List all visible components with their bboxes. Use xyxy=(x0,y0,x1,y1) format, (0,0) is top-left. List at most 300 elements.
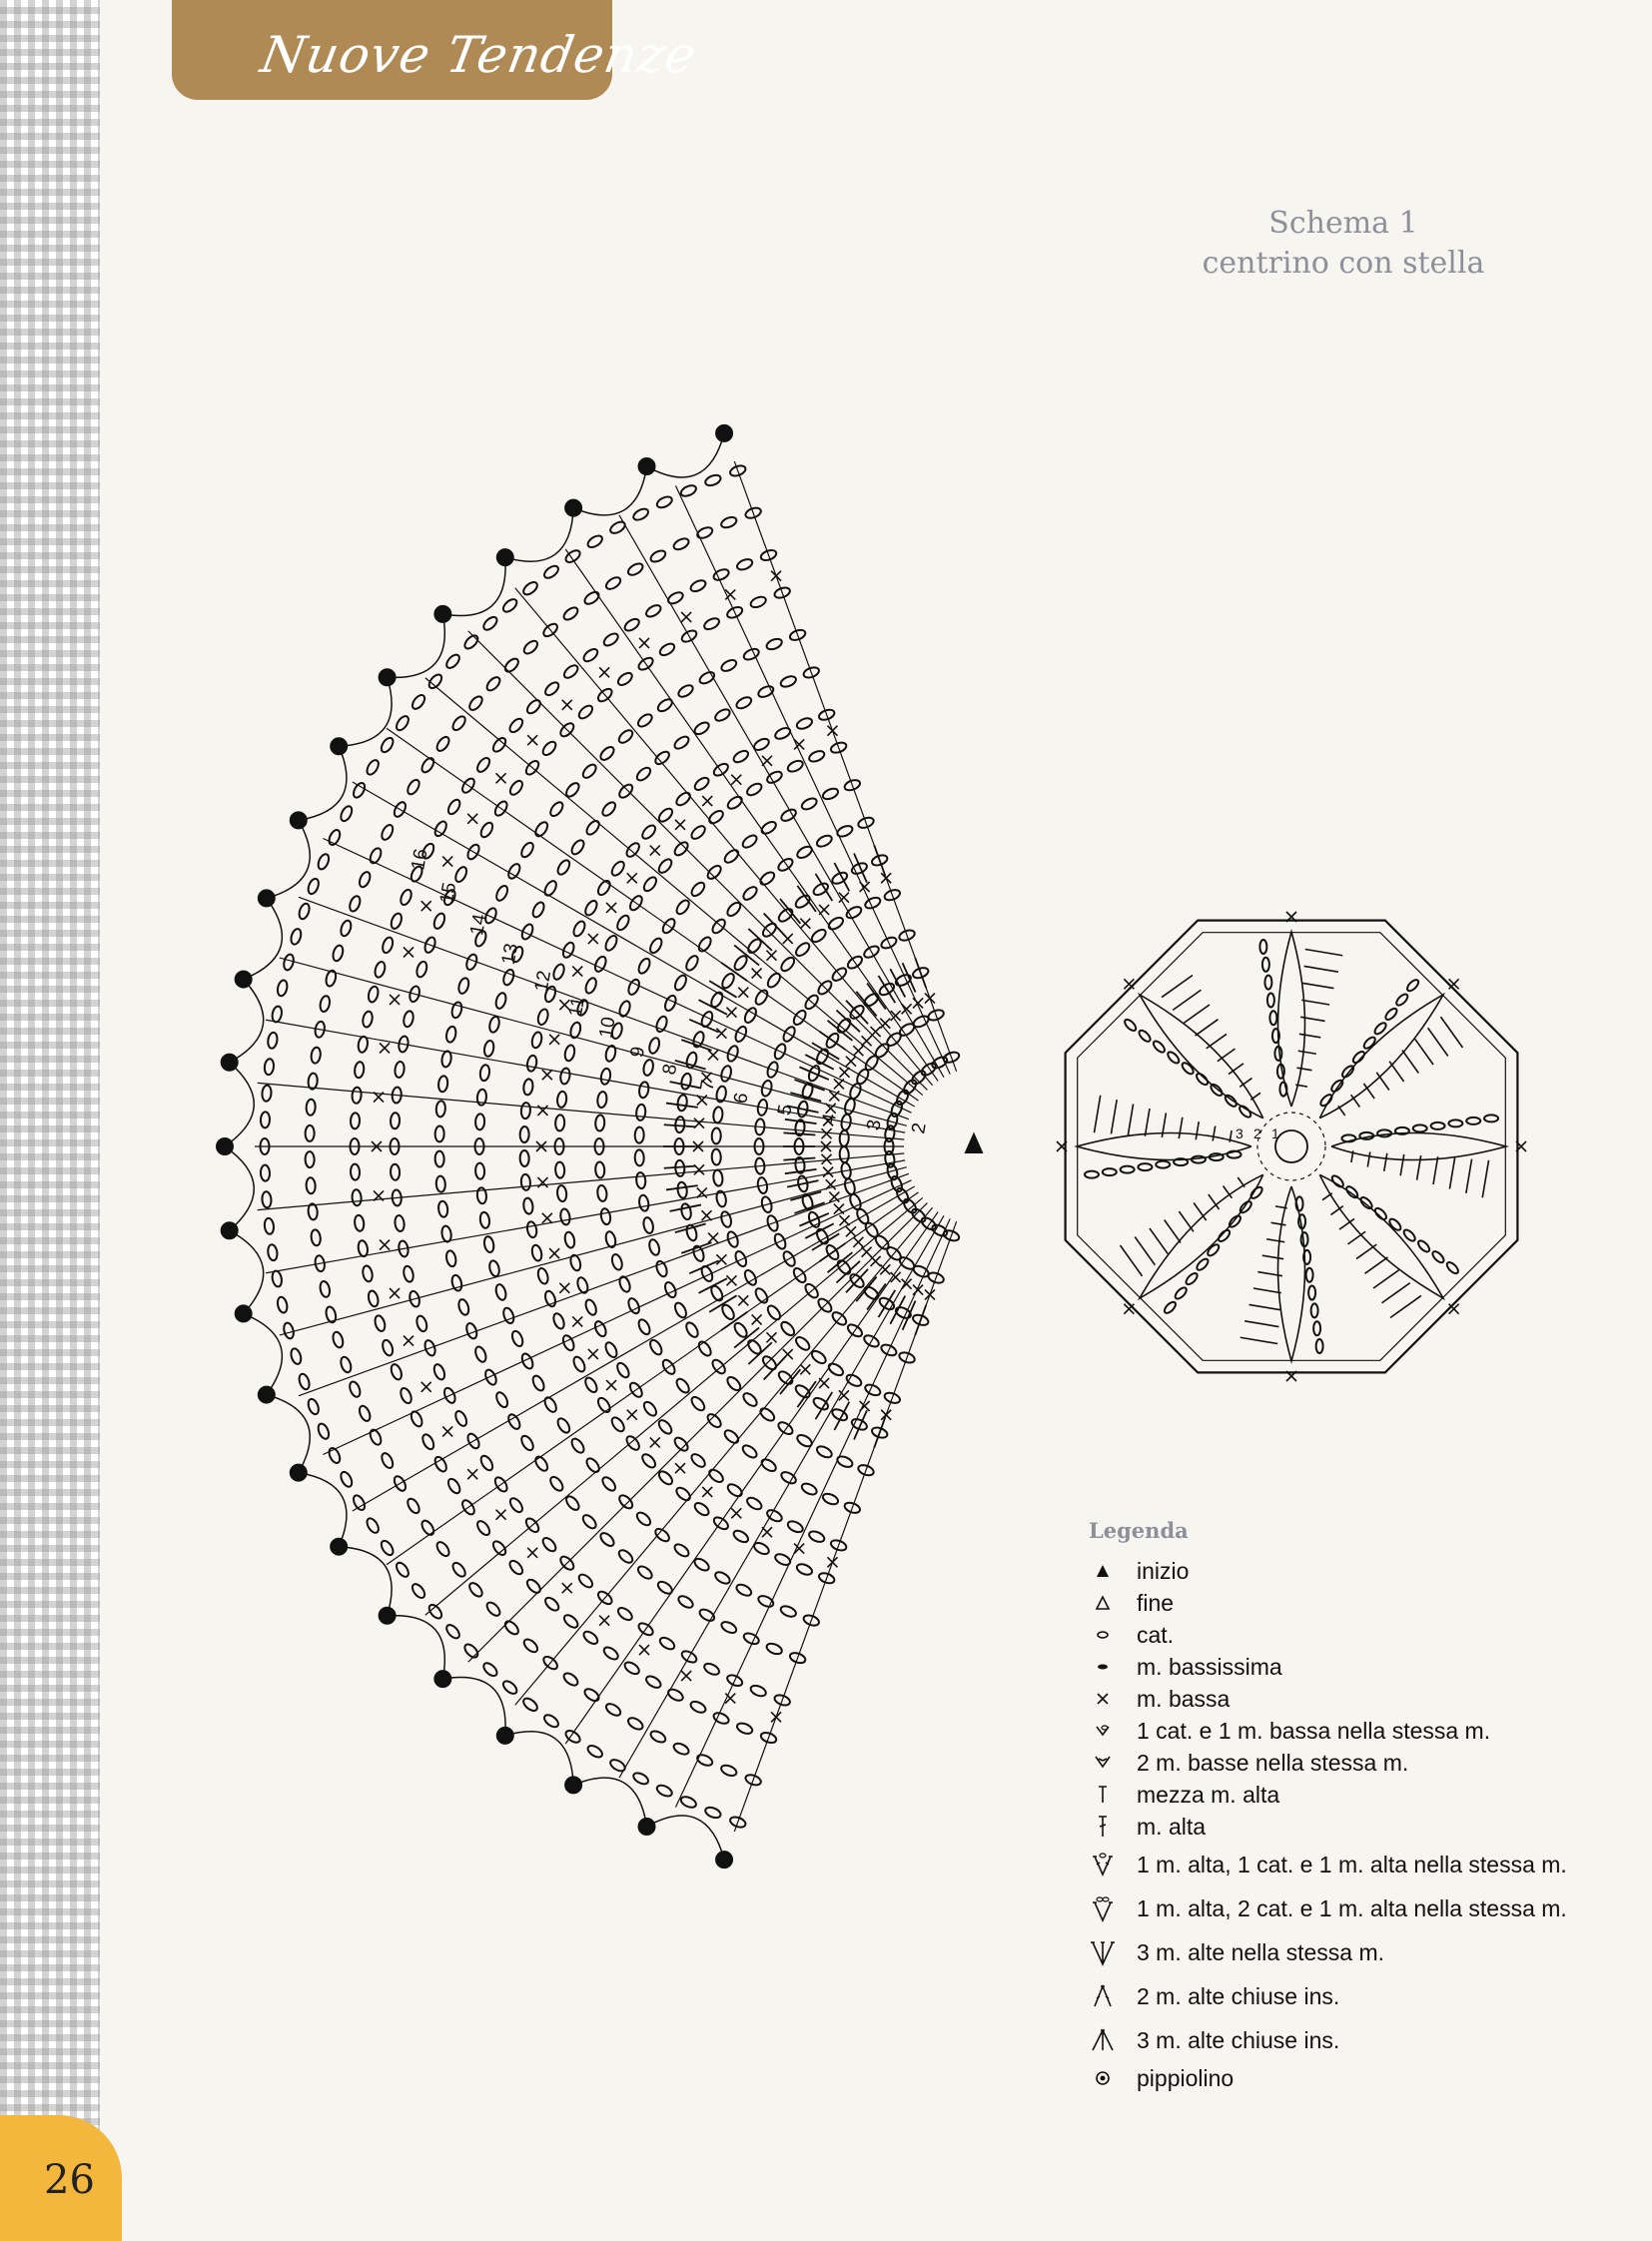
chain-stitch xyxy=(779,674,797,688)
chain-stitch xyxy=(722,1428,740,1445)
chain-stitch xyxy=(533,820,550,838)
petal-stitch-mark xyxy=(1304,966,1338,972)
chain-stitch xyxy=(1340,1065,1355,1080)
legend-item xyxy=(1089,1843,1608,1886)
chain-stitch xyxy=(713,1570,731,1586)
start-marker xyxy=(966,1134,982,1152)
chain-stitch xyxy=(501,1679,519,1696)
chain-stitch xyxy=(895,1089,911,1107)
chain-stitch xyxy=(640,1452,658,1470)
chain-stitch xyxy=(641,1400,658,1418)
single-crochet-mark xyxy=(853,1237,863,1247)
single-crochet-mark xyxy=(1124,1304,1134,1314)
chain-stitch xyxy=(467,694,484,712)
chain-stitch xyxy=(484,1600,502,1618)
three-dc-cluster-icon xyxy=(1089,2026,1137,2054)
legend-item xyxy=(1089,1683,1608,1715)
chain-stitch xyxy=(478,1454,494,1472)
chain-stitch xyxy=(839,1130,849,1146)
chain-stitch xyxy=(475,1519,492,1537)
chain-stitch xyxy=(760,1457,778,1473)
chain-stitch xyxy=(634,1149,644,1165)
chain-stitch xyxy=(580,762,598,780)
chain-stitch xyxy=(365,1516,381,1534)
chain-stitch xyxy=(271,1006,283,1023)
single-crochet-mark xyxy=(599,1616,609,1626)
chain-stitch xyxy=(555,858,571,876)
double-crochet-mark xyxy=(799,1213,828,1226)
chain-stitch xyxy=(522,1197,533,1214)
chain-stitch xyxy=(1313,1321,1320,1335)
single-crochet-mark xyxy=(834,1204,844,1214)
chain-stitch xyxy=(571,920,587,938)
chain-stitch xyxy=(457,977,470,995)
chain-stitch xyxy=(635,1510,653,1527)
chain-stitch xyxy=(521,1696,539,1713)
chain-stitch xyxy=(713,707,731,723)
chain-stitch xyxy=(576,703,594,720)
chain-stitch xyxy=(519,1126,528,1142)
petal-stitch-mark xyxy=(1373,1270,1399,1288)
chain-stitch xyxy=(494,1283,507,1301)
chain-stitch xyxy=(519,841,535,859)
chain-stitch xyxy=(761,1354,779,1372)
round-number: 5 xyxy=(774,1103,797,1118)
petal-outline xyxy=(1140,995,1263,1119)
chain-stitch xyxy=(732,954,749,972)
single-crochet-mark xyxy=(827,1557,837,1567)
single-crochet-mark xyxy=(853,1046,863,1056)
single-crochet-mark xyxy=(766,951,776,961)
scallop-arc xyxy=(442,557,505,615)
chain-stitch xyxy=(419,1519,435,1537)
three-dc-shell-icon xyxy=(1089,1938,1137,1966)
legend-item-label: fine xyxy=(1137,1589,1175,1616)
single-crochet-mark xyxy=(442,1426,452,1436)
double-crochet-mark xyxy=(794,1202,824,1213)
single-crochet-mark xyxy=(738,1295,748,1305)
chain-stitch xyxy=(732,748,750,764)
chain-stitch xyxy=(636,712,654,729)
chain-stitch xyxy=(403,1265,414,1283)
chain-stitch xyxy=(555,1416,571,1434)
chain-stitch xyxy=(636,1564,654,1581)
petal-stitch-mark xyxy=(1382,1283,1410,1303)
chain-stitch xyxy=(435,1175,445,1192)
chain-stitch xyxy=(453,1409,468,1427)
chain-stitch xyxy=(352,1494,368,1512)
chain-stitch xyxy=(399,1386,413,1404)
chain-stitch xyxy=(1416,1238,1431,1253)
chain-stitch xyxy=(556,1185,567,1202)
single-crochet-mark xyxy=(380,1240,390,1250)
chain-stitch xyxy=(1259,940,1266,954)
legend xyxy=(1089,1518,1608,2094)
legend-item-label: cat. xyxy=(1137,1621,1175,1648)
petal-stitch-mark xyxy=(1173,990,1201,1010)
chain-stitch xyxy=(676,683,694,699)
chain-stitch xyxy=(1359,1195,1374,1210)
chain-stitch xyxy=(1210,1083,1225,1098)
chain-stitch xyxy=(271,1270,283,1287)
chain-stitch xyxy=(693,1501,711,1518)
chain-stitch xyxy=(478,821,494,839)
chain-stitch xyxy=(580,1513,598,1531)
chain-stitch xyxy=(411,1582,427,1600)
single-crochet-mark xyxy=(846,1226,856,1236)
chain-stitch xyxy=(494,992,507,1010)
petal-stitch-mark xyxy=(1249,1304,1280,1309)
petal-stitch-mark xyxy=(1145,1109,1150,1136)
legend-item-label: 3 m. alte nella stessa m. xyxy=(1137,1938,1384,1965)
header-title: Nuove Tendenze xyxy=(256,26,701,84)
chain-stitch xyxy=(735,557,753,571)
single-crochet-mark xyxy=(708,1233,718,1243)
chain-stitch xyxy=(786,759,804,774)
petal-stitch-mark xyxy=(1266,1239,1284,1242)
chain-stitch xyxy=(520,1174,530,1191)
single-crochet-mark xyxy=(675,1463,685,1473)
chain-stitch xyxy=(712,761,730,778)
single-crochet-mark xyxy=(871,1027,881,1037)
chain-stitch xyxy=(707,809,725,826)
chain-stitch xyxy=(618,1275,632,1293)
chain-stitch xyxy=(677,1181,688,1198)
chain-stitch xyxy=(626,561,644,577)
chain-stitch xyxy=(800,1481,818,1496)
scallop-arc xyxy=(505,1732,573,1786)
chain-stitch xyxy=(494,1390,509,1408)
chain-stitch xyxy=(542,1395,558,1413)
chain-stitch xyxy=(689,880,706,898)
spoke-line xyxy=(425,678,923,1096)
chain-stitch xyxy=(617,1493,635,1511)
chain-and-single-icon xyxy=(1089,1717,1137,1745)
chain-stitch xyxy=(779,1320,796,1338)
chain-stitch xyxy=(617,728,635,745)
single-crochet-mark xyxy=(819,1378,829,1388)
petal-stitch-mark xyxy=(1301,1000,1329,1005)
spoke-line xyxy=(323,1180,911,1455)
single-crochet-mark xyxy=(650,1437,660,1447)
single-crochet-mark xyxy=(639,1645,649,1655)
double-crochet-mark xyxy=(790,1191,821,1200)
chain-stitch xyxy=(525,1577,543,1595)
scallop-arc xyxy=(339,1547,392,1616)
chain-stitch xyxy=(638,1082,650,1099)
single-crochet-mark xyxy=(726,1008,736,1018)
chain-stitch xyxy=(1103,1168,1117,1175)
chain-stitch xyxy=(656,1418,673,1436)
chain-stitch xyxy=(821,1492,839,1507)
petal-stitch-mark xyxy=(1389,1062,1403,1082)
chain-stitch xyxy=(340,919,354,937)
single-crochet-mark xyxy=(542,1213,552,1223)
chain-stitch xyxy=(1163,1300,1178,1315)
petal-stitch-mark xyxy=(1238,1177,1244,1187)
chain-stitch xyxy=(1405,978,1420,993)
chain-stitch xyxy=(720,1210,733,1228)
single-crochet-mark xyxy=(606,903,616,913)
chain-stitch xyxy=(507,779,524,797)
chain-stitch xyxy=(602,1645,620,1662)
single-crochet-mark xyxy=(572,967,582,977)
single-crochet-mark xyxy=(421,901,431,911)
scallop-arc xyxy=(573,466,646,515)
chain-stitch xyxy=(648,1338,664,1356)
chain-stitch xyxy=(758,1406,776,1423)
chain-stitch xyxy=(507,1559,524,1577)
chain-stitch xyxy=(1445,1260,1460,1275)
chain-stitch xyxy=(501,1306,515,1324)
petal-stitch-mark xyxy=(1179,1211,1193,1231)
chain-stitch xyxy=(902,1197,919,1215)
chain-stitch xyxy=(1311,1303,1318,1317)
chain-stitch xyxy=(596,1184,607,1201)
single-crochet-mark xyxy=(708,1050,718,1060)
chain-stitch xyxy=(551,1312,565,1330)
double-crochet-mark xyxy=(915,958,926,988)
legend-item-label: 3 m. alte chiuse ins. xyxy=(1137,2026,1340,2053)
chain-stitch xyxy=(610,1253,623,1271)
single-crochet-mark xyxy=(716,1254,726,1264)
chain-stitch xyxy=(745,781,763,797)
chain-stitch xyxy=(741,1443,759,1460)
single-crochet-mark xyxy=(467,1469,477,1479)
legend-item xyxy=(1089,1747,1608,1779)
chain-stitch xyxy=(358,1404,373,1422)
legend-item xyxy=(1089,1619,1608,1651)
double-crochet-mark xyxy=(799,1067,828,1080)
petal-stitch-mark xyxy=(1111,1100,1117,1133)
double-crochet-mark xyxy=(699,1000,727,1015)
chain-stitch xyxy=(354,1062,365,1079)
legend-item xyxy=(1089,1555,1608,1587)
chain-stitch xyxy=(776,1420,794,1437)
chain-stitch xyxy=(672,734,690,751)
chain-stitch xyxy=(674,1377,691,1395)
chain-stitch xyxy=(358,1240,369,1257)
chain-stitch xyxy=(616,670,634,687)
chain-stitch xyxy=(656,857,673,875)
scallop-arc xyxy=(299,746,347,820)
single-crochet-mark xyxy=(588,1349,598,1359)
chain-stitch xyxy=(1267,993,1274,1007)
chain-stitch xyxy=(542,1713,560,1730)
chain-stitch xyxy=(596,1396,612,1414)
single-crochet-mark xyxy=(537,1106,547,1116)
single-crochet-mark xyxy=(731,775,741,785)
legend-item-label: 1 m. alta, 1 cat. e 1 m. alta nella stessa m. xyxy=(1137,1851,1567,1877)
center-round xyxy=(1257,1113,1325,1180)
chain-stitch xyxy=(1181,1061,1196,1076)
chain-stitch xyxy=(526,1055,538,1072)
double-crochet-mark xyxy=(794,1080,824,1091)
chain-stitch xyxy=(406,778,421,796)
chain-stitch xyxy=(1195,1072,1210,1087)
chain-stitch xyxy=(642,1059,654,1077)
chain-stitch xyxy=(525,698,543,716)
chain-stitch xyxy=(704,473,722,487)
chain-stitch xyxy=(435,1101,445,1118)
spoke-line xyxy=(468,631,928,1091)
petal-stitch-mark xyxy=(1299,1034,1320,1038)
chain-stitch xyxy=(481,1661,499,1679)
chain-stitch xyxy=(779,956,796,974)
chain-stitch xyxy=(636,957,651,975)
double-crochet-mark xyxy=(664,1166,696,1168)
round-number: 3 xyxy=(863,1118,886,1132)
round-number: 15 xyxy=(435,881,461,906)
chain-stitch xyxy=(415,961,428,979)
chain-stitch xyxy=(794,941,812,958)
chain-stitch xyxy=(351,1163,361,1179)
chain-stitch xyxy=(502,1619,520,1637)
chain-stitch xyxy=(910,1069,928,1087)
chain-stitch xyxy=(362,1011,374,1028)
chain-stitch xyxy=(501,597,519,614)
chain-stitch xyxy=(563,1231,575,1249)
double-crochet-mark xyxy=(699,1278,727,1293)
chain-stitch xyxy=(815,833,833,848)
single-crochet-mark xyxy=(819,905,829,915)
single-crochet-mark xyxy=(1449,1304,1459,1314)
scallop-arc xyxy=(244,1313,283,1394)
chain-stitch xyxy=(672,536,690,551)
single-crochet-mark xyxy=(880,1264,890,1274)
chain-stitch xyxy=(457,1298,470,1316)
chain-stitch xyxy=(444,1623,461,1641)
chain-stitch xyxy=(808,1529,826,1544)
chain-stitch xyxy=(559,1208,571,1225)
chain-stitch xyxy=(583,899,599,917)
chain-stitch xyxy=(815,1444,833,1459)
chain-stitch xyxy=(1138,1029,1153,1044)
chain-stitch xyxy=(348,1380,362,1398)
chain-stitch xyxy=(367,1290,380,1308)
petal-stitch-mark xyxy=(1305,949,1342,955)
single-crochet-mark xyxy=(771,1712,781,1722)
chain-stitch xyxy=(674,898,691,916)
chain-stitch xyxy=(1269,1011,1276,1025)
chain-stitch xyxy=(559,1068,571,1085)
chain-stitch xyxy=(638,1194,650,1211)
single-crochet-mark xyxy=(404,1336,413,1346)
chain-stitch xyxy=(655,494,673,509)
single-crochet-mark xyxy=(839,1068,849,1078)
chain-stitch xyxy=(536,1008,549,1026)
single-crochet-mark xyxy=(627,1410,637,1420)
legend-title: Legenda xyxy=(1089,1518,1189,1543)
chain-stitch xyxy=(600,1068,612,1085)
petal-stitch-mark xyxy=(1466,1159,1472,1193)
single-crochet-mark xyxy=(871,1256,881,1266)
chain-stitch xyxy=(624,841,641,859)
chain-stitch xyxy=(735,695,753,711)
round-number: 13 xyxy=(497,942,523,967)
chain-stitch xyxy=(658,1636,676,1652)
chain-stitch xyxy=(726,1482,744,1499)
single-crochet-mark xyxy=(650,846,660,856)
chain-stitch xyxy=(305,1125,314,1141)
legend-item-label: pippiolino xyxy=(1137,2064,1235,2091)
chain-stitch xyxy=(540,739,557,757)
chain-stitch xyxy=(615,1361,631,1379)
chain-stitch xyxy=(562,1613,580,1630)
chain-stitch xyxy=(501,969,515,987)
round-number: 10 xyxy=(595,1015,620,1041)
chain-stitch xyxy=(506,1412,522,1430)
chain-stitch xyxy=(1431,1122,1445,1129)
single-crochet-mark xyxy=(726,1275,736,1285)
chain-stitch xyxy=(319,995,331,1013)
chain-stitch xyxy=(595,1161,605,1178)
double-crochet-mark xyxy=(915,1305,926,1335)
single-crochet-mark xyxy=(1449,979,1459,989)
chain-stitch xyxy=(720,972,736,990)
filled-triangle-icon xyxy=(1089,1557,1137,1585)
chain-stitch xyxy=(615,914,631,932)
chain-stitch xyxy=(649,548,667,564)
chain-stitch xyxy=(542,879,558,897)
chain-stitch xyxy=(707,1467,725,1484)
chain-stitch xyxy=(835,1017,852,1035)
chain-stitch xyxy=(644,1674,662,1690)
chain-stitch xyxy=(406,1497,421,1515)
double-crochet-mark xyxy=(854,853,867,882)
chain-stitch xyxy=(339,1470,354,1488)
chain-stitch xyxy=(1085,1171,1099,1178)
chain-stitch xyxy=(712,1107,723,1123)
chain-stitch xyxy=(598,745,616,763)
double-crochet-mark xyxy=(815,874,832,901)
spoke-line xyxy=(565,549,938,1081)
chain-stitch xyxy=(446,1477,462,1495)
chain-stitch xyxy=(390,1363,404,1381)
chain-stitch xyxy=(283,1322,296,1340)
chain-stitch xyxy=(340,1355,354,1373)
chain-stitch xyxy=(696,525,714,540)
chain-stitch xyxy=(845,1373,863,1389)
single-crochet-mark xyxy=(588,934,598,944)
single-crochet-mark xyxy=(731,1508,741,1518)
petal-stitch-mark xyxy=(1367,1152,1369,1167)
chain-stitch xyxy=(689,578,707,593)
chain-stitch xyxy=(1448,1120,1462,1126)
chain-stitch xyxy=(1308,1286,1315,1300)
scallop-arc xyxy=(230,1230,264,1313)
chain-stitch xyxy=(777,907,795,924)
scallop-arc xyxy=(647,1816,725,1860)
scallop-arc xyxy=(225,1146,254,1230)
chain-stitch xyxy=(1330,1173,1345,1188)
chain-stitch xyxy=(354,1214,365,1231)
chain-stitch xyxy=(795,1562,813,1577)
chain-stitch xyxy=(680,1202,692,1220)
chain-stitch xyxy=(473,1345,487,1363)
petal-outline xyxy=(1077,1133,1251,1160)
chain-stitch xyxy=(391,1113,401,1128)
chain-stitch xyxy=(483,1235,495,1252)
chain-stitch xyxy=(635,1172,646,1189)
open-triangle-icon xyxy=(1089,1589,1137,1617)
chain-stitch xyxy=(391,1164,401,1180)
chain-stitch xyxy=(562,663,580,680)
chain-stitch xyxy=(596,879,612,897)
chain-stitch xyxy=(635,765,653,782)
chain-stitch xyxy=(604,575,622,591)
single-crochet-mark xyxy=(846,1057,856,1067)
